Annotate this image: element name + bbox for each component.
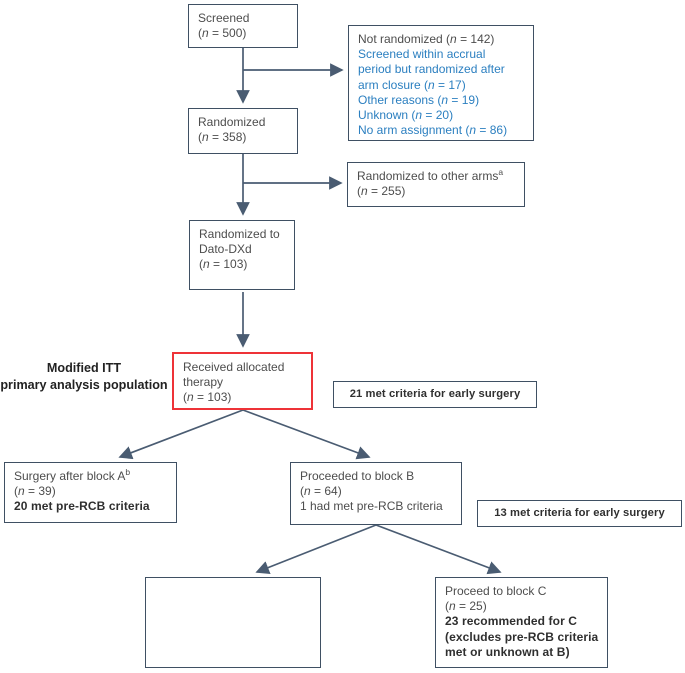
box-proceed-to-block-c [435,577,608,668]
box-line: No arm assignment (n = 86) [358,123,508,138]
modified-itt-label-line2: primary analysis population [0,377,168,392]
box-line: 13 met criteria for early surgery [494,506,665,519]
box-received-allocated-therapy [172,352,313,410]
box-randomized-dato-dxd [189,220,295,290]
box-screened [188,4,298,48]
box-line: Not randomized (n = 142) [358,32,495,46]
box-line: arm closure (n = 17) [358,77,466,92]
box-line: Surgery after block $A^b$ [14,467,131,483]
box-early-surgery-13 [477,500,682,527]
box-line: Screened [198,11,250,25]
modified-itt-label [0,360,172,393]
box-line: (n = 358) [198,130,247,145]
box-line: 20 met pre-RCB criteria [14,499,150,514]
box-line: Screened within accrual [358,47,486,62]
box-line: 1 had met pre-RCB criteria [300,499,443,514]
box-surgery-after-block-b [145,577,321,668]
box-line: 21 met criteria for early surgery [349,387,521,400]
box-not-randomized [348,25,534,141]
box-randomized-other-arms [347,162,525,207]
box-proceeded-to-block-b [290,462,462,525]
box-early-surgery-21 [333,381,537,408]
box-line: Randomized to [199,227,280,241]
box-line: Randomized [198,115,266,129]
box-line: (n = 103) [199,257,248,272]
box-line: therapy [183,375,224,390]
box-line: period but randomized after [358,62,505,77]
box-line: (excludes pre-RCB criteria [445,629,599,644]
box-line: (n = 255) [357,184,406,199]
box-line: Proceeded to block B [300,469,415,483]
box-line: (n = 500) [198,26,247,41]
box-line: 23 recommended for C [445,614,578,629]
box-line: (n = 64) [300,484,342,499]
box-surgery-after-block-a [4,462,177,523]
box-line: (n = 39) [14,484,56,499]
box-line: Received allocated [183,360,285,374]
box-line: Unknown (n = 20) [358,108,454,123]
box-line: Other reasons (n = 19) [358,92,480,107]
box-line: met or unknown at B) [445,644,570,659]
box-line: Proceed to block C [445,584,547,598]
box-line: (n = 25) [445,599,487,614]
modified-itt-label-line1: Modified ITT [46,361,122,375]
box-randomized [188,108,298,154]
box-line: Dato-DXd [199,242,252,257]
box-line: Randomized to other arms$^a$ [357,167,504,183]
box-line: (n = 103) [183,390,232,405]
